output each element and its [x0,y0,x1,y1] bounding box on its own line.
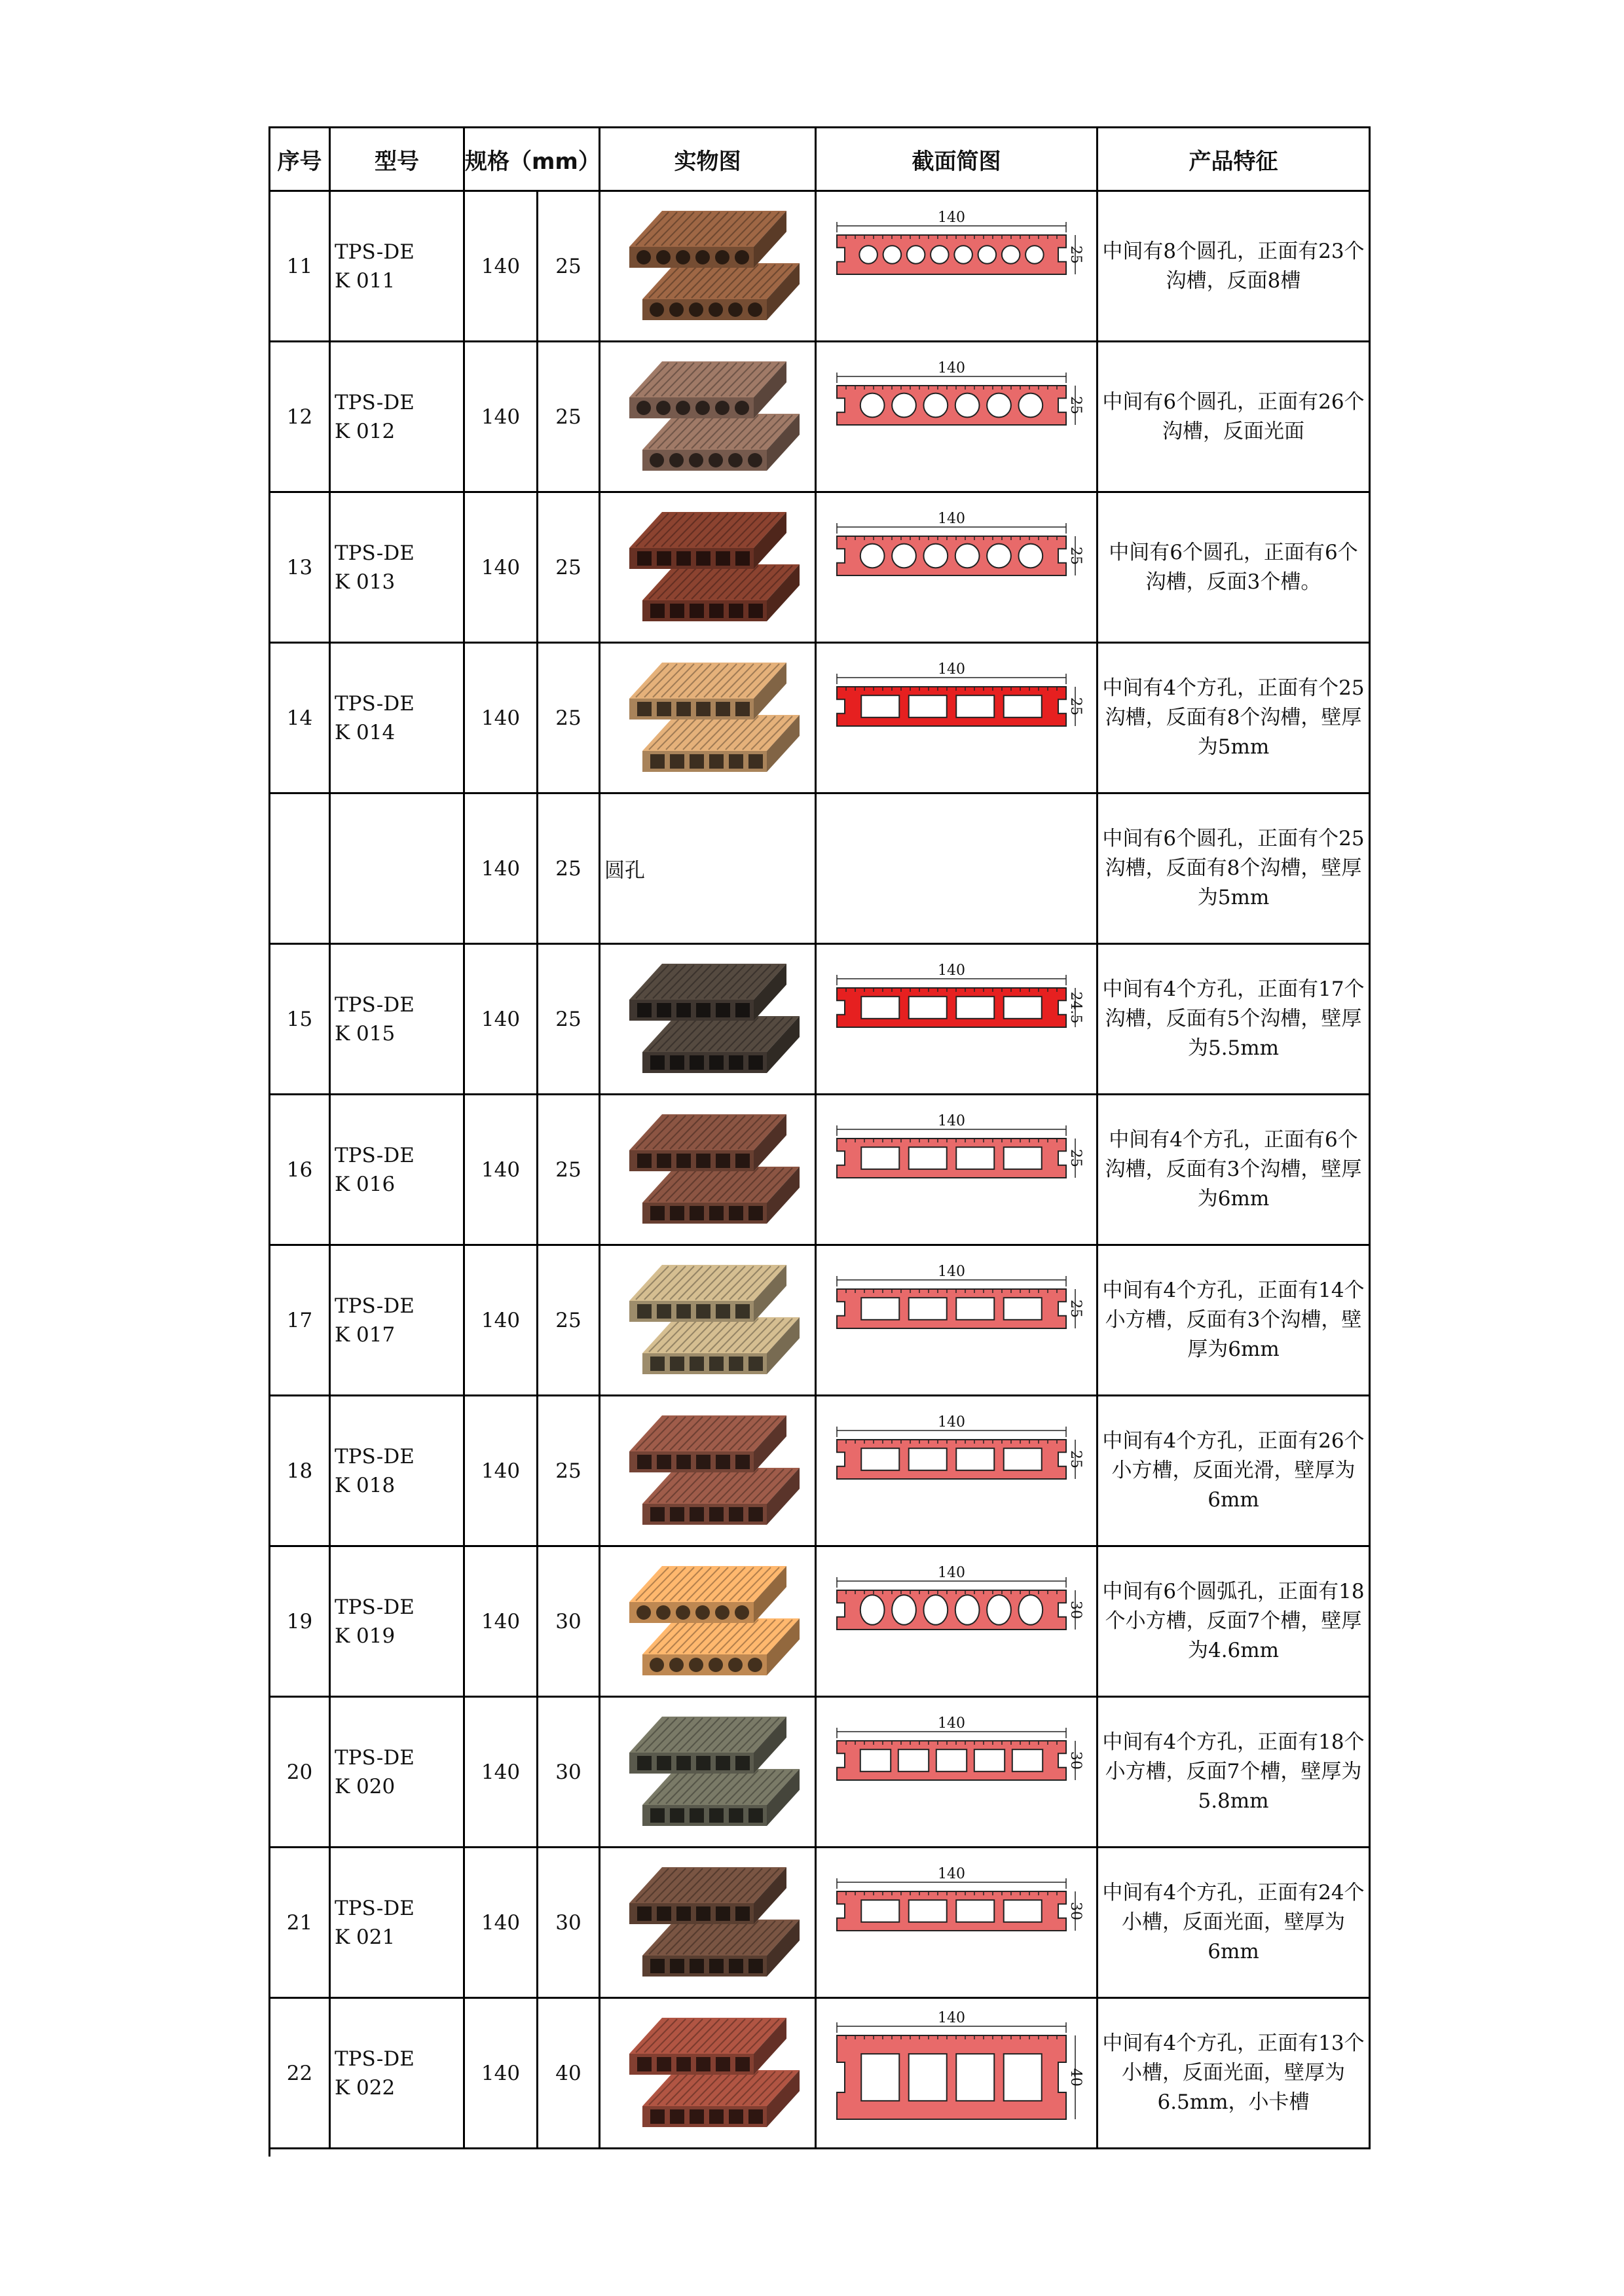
feature-cell: 中间有4个方孔，正面有17个沟槽，反面有5个沟槽，壁厚为5.5mm [1098,944,1370,1095]
section-cell [816,492,1098,643]
spec-width-cell: 140 [464,1546,538,1697]
section-cell [816,1546,1098,1697]
spec-thickness-cell: 25 [538,793,600,944]
section-cell [816,1697,1098,1848]
model-text: TPS-DEK 015 [335,993,415,1046]
section-drawing [822,345,1091,489]
model-text: TPS-DEK 016 [335,1143,415,1196]
section-height-label: 30 [1067,1600,1084,1619]
model-cell [330,1697,464,1848]
spec-thickness-cell: 40 [538,1998,600,2149]
spec-thickness-cell: 30 [538,1546,600,1697]
model-text: TPS-DEK 014 [335,691,415,744]
section-height-label: 30 [1067,1901,1084,1920]
section-cell [816,1998,1098,2149]
feature-cell: 中间有4个方孔，正面有13个小槽，反面光面，壁厚为6.5mm，小卡槽 [1098,1998,1370,2149]
seq-cell: 16 [270,1095,330,1245]
section-drawing [822,1248,1091,1393]
section-drawing [822,1399,1091,1543]
section-height-label: 24.5 [1067,991,1084,1023]
product-photo [610,1252,806,1389]
table-row [270,1697,1370,1848]
section-cell [816,1848,1098,1998]
section-width-label: 140 [937,209,965,226]
section-width-label: 140 [937,1715,965,1732]
product-photo [610,198,806,335]
product-table [268,126,1371,2149]
model-text: TPS-DEK 011 [335,240,415,293]
model-cell [330,1245,464,1396]
section-width-label: 140 [937,1413,965,1430]
product-photo [610,1101,806,1239]
spec-width-cell: 140 [464,1697,538,1848]
section-height-label: 25 [1067,546,1084,565]
product-photo [610,1553,806,1690]
photo-cell [600,342,816,492]
photo-cell [600,643,816,793]
photo-cell: 圆孔 [600,793,816,944]
seq-cell: 13 [270,492,330,643]
photo-cell [600,1095,816,1245]
header-model: 型号 [330,128,464,191]
table-row [270,1245,1370,1396]
section-drawing [822,1851,1091,1995]
section-drawing [822,947,1091,1091]
section-width-label: 140 [937,1263,965,1280]
table-row [270,342,1370,492]
header-row [270,128,1370,191]
section-cell [816,342,1098,492]
section-drawing [822,496,1091,640]
spec-width-cell: 140 [464,191,538,342]
model-cell [330,492,464,643]
product-photo [610,1704,806,1841]
section-cell [816,191,1098,342]
spec-thickness-cell: 25 [538,1245,600,1396]
seq-cell: 20 [270,1697,330,1848]
section-width-label: 140 [937,2009,965,2026]
feature-cell: 中间有4个方孔，正面有26个小方槽，反面光滑，壁厚为6mm [1098,1396,1370,1546]
section-drawing [822,1700,1091,1844]
section-height-label: 25 [1067,697,1084,716]
section-width-label: 140 [937,661,965,678]
section-height-label: 25 [1067,1148,1084,1167]
photo-cell [600,1396,816,1546]
model-text: TPS-DEK 021 [335,1896,415,1949]
feature-cell: 中间有4个方孔，正面有6个沟槽，反面有3个沟槽，壁厚为6mm [1098,1095,1370,1245]
section-cell [816,1245,1098,1396]
seq-cell: 12 [270,342,330,492]
product-photo [610,348,806,486]
spec-width-cell: 140 [464,1998,538,2149]
section-drawing [822,646,1091,790]
table-row [270,492,1370,643]
feature-cell: 中间有4个方孔，正面有个25沟槽，反面有8个沟槽，壁厚为5mm [1098,643,1370,793]
feature-cell: 中间有4个方孔，正面有18个小方槽，反面7个槽，壁厚为5.8mm [1098,1697,1370,1848]
header-spec: 规格（mm） [464,128,600,191]
model-cell [330,643,464,793]
header-feature: 产品特征 [1098,128,1370,191]
model-cell [330,191,464,342]
table-row [270,944,1370,1095]
model-text: TPS-DEK 022 [335,2047,415,2100]
feature-cell: 中间有8个圆孔，正面有23个沟槽，反面8槽 [1098,191,1370,342]
table-row [270,1546,1370,1697]
section-cell [816,944,1098,1095]
section-width-label: 140 [937,1564,965,1581]
spec-width-cell: 140 [464,1396,538,1546]
feature-cell: 中间有6个圆孔，正面有个25沟槽，反面有8个沟槽，壁厚为5mm [1098,793,1370,944]
table-row [270,1396,1370,1546]
product-photo [610,649,806,787]
spec-width-cell: 140 [464,492,538,643]
section-width-label: 140 [937,1865,965,1882]
model-cell [330,1546,464,1697]
product-photo [610,951,806,1088]
section-height-label: 30 [1067,1751,1084,1770]
section-width-label: 140 [937,359,965,376]
section-drawing [822,194,1091,338]
photo-cell [600,492,816,643]
seq-cell: 22 [270,1998,330,2149]
feature-cell: 中间有6个圆孔，正面有6个沟槽，反面3个槽。 [1098,492,1370,643]
seq-cell: 18 [270,1396,330,1546]
table-row [270,1848,1370,1998]
section-height-label: 25 [1067,1449,1084,1468]
photo-cell [600,1245,816,1396]
header-seq: 序号 [270,128,330,191]
spec-thickness-cell: 25 [538,342,600,492]
section-drawing [822,1098,1091,1242]
model-cell [330,793,464,944]
photo-cell [600,1998,816,2149]
feature-cell: 中间有4个方孔，正面有24个小槽，反面光面，壁厚为6mm [1098,1848,1370,1998]
seq-cell: 19 [270,1546,330,1697]
model-cell [330,1095,464,1245]
section-width-label: 140 [937,1112,965,1129]
spec-thickness-cell: 25 [538,1396,600,1546]
model-cell [330,1848,464,1998]
spec-width-cell: 140 [464,1848,538,1998]
spec-thickness-cell: 25 [538,944,600,1095]
section-height-label: 25 [1067,395,1084,414]
seq-cell: 14 [270,643,330,793]
section-height-label: 25 [1067,1299,1084,1318]
section-width-label: 140 [937,510,965,527]
header-photo: 实物图 [600,128,816,191]
spec-thickness-cell: 30 [538,1697,600,1848]
model-cell [330,944,464,1095]
product-photo [610,1854,806,1992]
seq-cell: 15 [270,944,330,1095]
photo-cell [600,1697,816,1848]
spec-width-cell: 140 [464,1245,538,1396]
section-height-label: 25 [1067,245,1084,264]
model-text: TPS-DEK 019 [335,1595,415,1648]
model-text: TPS-DEK 018 [335,1444,415,1497]
product-photo [610,499,806,636]
photo-cell [600,1546,816,1697]
seq-cell: 11 [270,191,330,342]
section-cell [816,1095,1098,1245]
table-row [270,643,1370,793]
spec-thickness-cell: 25 [538,1095,600,1245]
spec-width-cell: 140 [464,342,538,492]
section-drawing [822,2001,1091,2145]
section-drawing [822,1550,1091,1694]
spec-thickness-cell: 25 [538,492,600,643]
model-text: TPS-DEK 013 [335,541,415,594]
seq-cell: 17 [270,1245,330,1396]
spec-width-cell: 140 [464,1095,538,1245]
section-cell [816,1396,1098,1546]
model-text: TPS-DEK 017 [335,1294,415,1347]
model-text: TPS-DEK 020 [335,1745,415,1798]
table-row [270,1998,1370,2149]
feature-cell: 中间有6个圆弧孔，正面有18个小方槽，反面7个槽，壁厚为4.6mm [1098,1546,1370,1697]
feature-cell: 中间有6个圆孔，正面有26个沟槽，反面光面 [1098,342,1370,492]
table-row [270,191,1370,342]
seq-cell [270,793,330,944]
feature-cell: 中间有4个方孔，正面有14个小方槽，反面有3个沟槽，壁厚为6mm [1098,1245,1370,1396]
header-section: 截面简图 [816,128,1098,191]
table-row [270,793,1370,944]
photo-cell [600,1848,816,1998]
section-width-label: 140 [937,962,965,979]
product-photo [610,1402,806,1540]
spec-width-cell: 140 [464,944,538,1095]
model-cell [330,1998,464,2149]
spec-width-cell: 140 [464,643,538,793]
section-cell [816,643,1098,793]
section-cell [816,793,1098,944]
model-cell [330,1396,464,1546]
model-cell [330,342,464,492]
spec-width-cell: 140 [464,793,538,944]
section-height-label: 40 [1067,2068,1084,2086]
table-row [270,1095,1370,1245]
spec-thickness-cell: 25 [538,643,600,793]
spec-thickness-cell: 25 [538,191,600,342]
photo-cell [600,191,816,342]
spec-thickness-cell: 30 [538,1848,600,1998]
product-photo [610,2005,806,2142]
photo-cell [600,944,816,1095]
seq-cell: 21 [270,1848,330,1998]
model-text: TPS-DEK 012 [335,390,415,443]
